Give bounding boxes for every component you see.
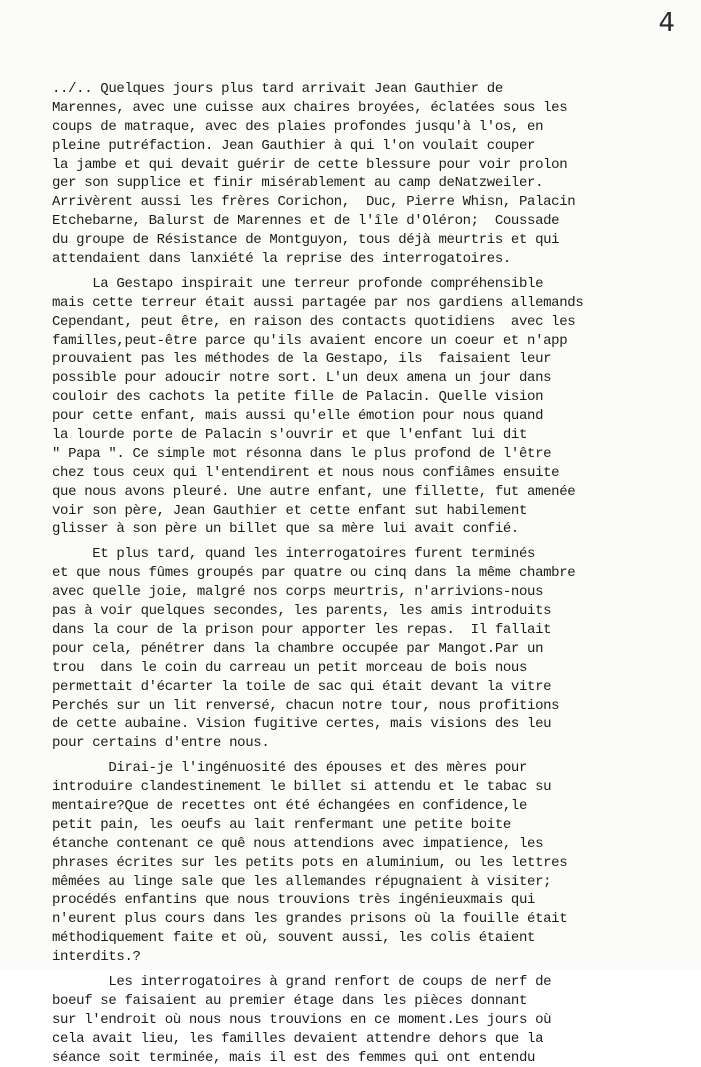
text-line: mentaire?Que de recettes ont été échangées en confidence,le <box>52 797 528 814</box>
paragraph <box>52 80 692 275</box>
text-line: " Papa ". Ce simple mot résonna dans le plus profond de l'être <box>52 445 552 462</box>
text-line: pour cela, pénétrer dans la chambre occupée par Mangot.Par un <box>52 640 544 657</box>
text-line: coups de matraque, avec des plaies profondes jusqu'à l'os, en <box>52 118 544 135</box>
text-line: phrases écrites sur les petits pots en aluminium, ou les lettres <box>52 854 568 871</box>
paragraph <box>52 759 692 973</box>
text-line: étanche contenant ce quê nous attendions avec impatience, les <box>52 835 544 852</box>
text-line: pleine putréfaction. Jean Gauthier à qui l'on voulait couper <box>52 137 536 154</box>
text-line: prouvaient pas les méthodes de la Gestapo, ils faisaient leur <box>52 351 552 368</box>
text-line: trou dans le coin du carreau un petit morceau de bois nous <box>52 659 528 676</box>
text-line: avec quelle joie, malgré nos corps meurtris, n'arrivions-nous <box>52 584 544 601</box>
text-line: dans la cour de la prison pour apporter les repas. Il fallait <box>52 621 552 638</box>
text-line: ger son supplice et finir misérablement au camp deNatzweiler. <box>52 175 544 192</box>
paragraph <box>52 973 692 1067</box>
text-line: la lourde porte de Palacin s'ouvrir et que l'enfant lui dit <box>52 427 528 444</box>
text-line: pour cette enfant, mais aussi qu'elle émotion pour nous quand <box>52 408 544 425</box>
text-line: mêmées au linge sale que les allemandes répugnaient à visiter; <box>52 873 552 890</box>
text-line: Marennes, avec une cuisse aux chaires broyées, éclatées sous les <box>52 99 568 116</box>
text-line: Cependant, peut être, en raison des contacts quotidiens avec les <box>52 313 576 330</box>
text-line: pas à voir quelques secondes, les parents, les amis introduits <box>52 603 552 620</box>
text-line: introduire clandestinement le billet si attendu et le tabac su <box>52 779 552 796</box>
text-line: boeuf se faisaient au premier étage dans les pièces donnant <box>52 992 528 1009</box>
text-line: voir son père, Jean Gauthier et cette enfant sut habilement <box>52 502 528 519</box>
text-line: la jambe et qui devait guérir de cette blessure pour voir prolon <box>52 156 568 173</box>
text-line: séance soit terminée, mais il est des femmes qui ont entendu <box>52 1049 536 1066</box>
text-line: n'eurent plus cours dans les grandes prisons où la fouille était <box>52 911 568 928</box>
text-line: petit pain, les oeufs au lait renfermant une petite boite <box>52 816 511 833</box>
document-body <box>52 80 692 1067</box>
text-line: Dirai-je l'ingénuosité des épouses et des mères pour <box>52 760 528 777</box>
text-line: possible pour adoucir notre sort. L'un deux amena un jour dans <box>52 370 552 387</box>
text-line: pour certains d'entre nous. <box>52 735 270 752</box>
text-line: La Gestapo inspirait une terreur profonde compréhensible <box>52 275 544 292</box>
text-line: familles,peut-être parce qu'ils avaient encore un coeur et n'app <box>52 332 568 349</box>
page-number: 4 <box>658 8 675 38</box>
text-line: cela avait lieu, les familles devaient attendre dehors que la <box>52 1030 544 1047</box>
text-line: mais cette terreur était aussi partagée par nos gardiens allemands <box>52 294 584 311</box>
text-line: chez tous ceux qui l'entendirent et nous nous confiâmes ensuite <box>52 464 560 481</box>
text-line: glisser à son père un billet que sa mère lui avait confié. <box>52 521 519 538</box>
text-line: Les interrogatoires à grand renfort de coups de nerf de <box>52 973 552 990</box>
text-line: attendaient dans lanxiété la reprise des interrogatoires. <box>52 251 511 268</box>
paragraph <box>52 545 692 759</box>
text-line: Arrivèrent aussi les frères Corichon, Duc, Pierre Whisn, Palacin <box>52 194 576 211</box>
text-line: permettait d'écarter la toile de sac qui était devant la vitre <box>52 678 552 695</box>
text-line: sur l'endroit où nous nous trouvions en ce moment.Les jours où <box>52 1011 552 1028</box>
text-line: Etchebarne, Balurst de Marennes et de l'île d'Oléron; Coussade <box>52 213 560 230</box>
text-line: du groupe de Résistance de Montguyon, tous déjà meurtris et qui <box>52 232 560 249</box>
text-line: que nous avons pleuré. Une autre enfant, une fillette, fut amenée <box>52 483 576 500</box>
text-line: de cette aubaine. Vision fugitive certes, mais visions des leu <box>52 716 552 733</box>
text-line: Perchés sur un lit renversé, chacun notre tour, nous profitions <box>52 697 560 714</box>
text-line: ../.. Quelques jours plus tard arrivait Jean Gauthier de <box>52 81 503 97</box>
text-line: et que nous fûmes groupés par quatre ou cinq dans la même chambre <box>52 565 576 582</box>
text-line: interdits.? <box>52 949 141 966</box>
paragraph <box>52 275 692 545</box>
text-line: couloir des cachots la petite fille de Palacin. Quelle vision <box>52 389 544 406</box>
text-line: Et plus tard, quand les interrogatoires furent terminés <box>52 546 536 563</box>
text-line: méthodiquement faite et où, souvent aussi, les colis étaient <box>52 930 536 947</box>
text-line: procédés enfantins que nous trouvions très ingénieuxmais qui <box>52 892 536 909</box>
